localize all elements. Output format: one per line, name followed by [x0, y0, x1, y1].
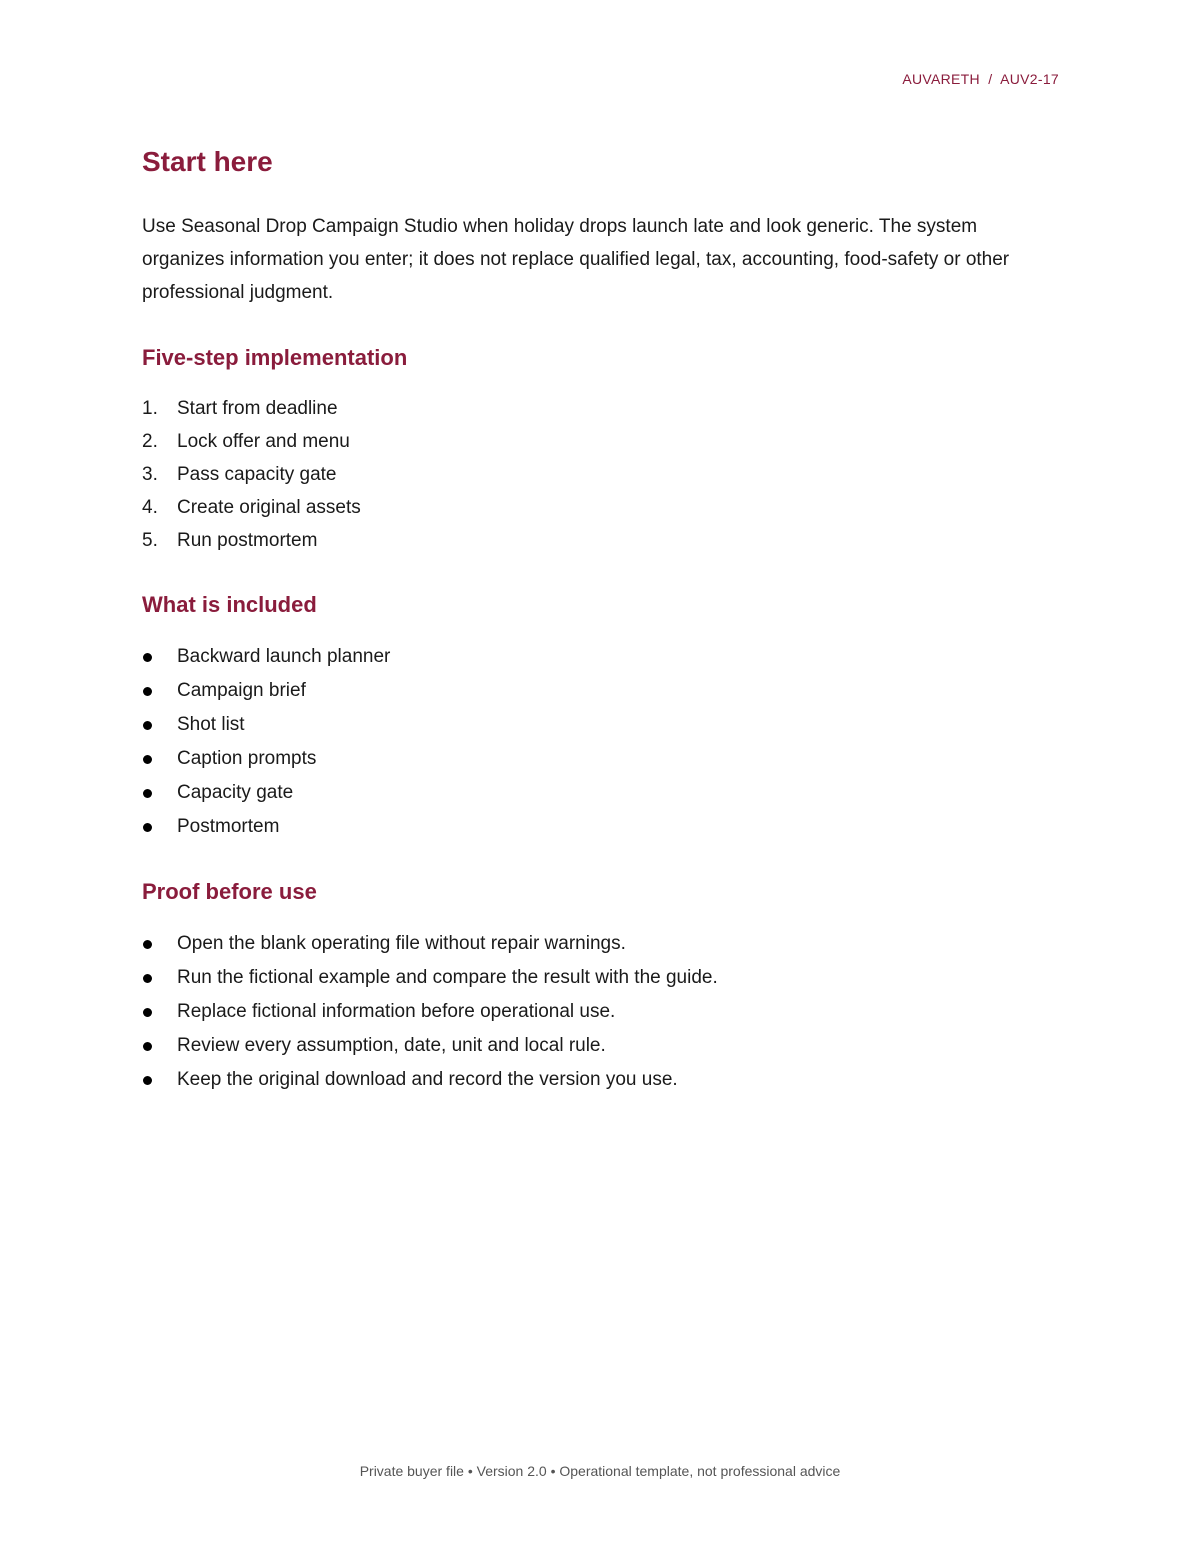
proof-item-text: Open the blank operating file without repair warnings. [177, 933, 626, 954]
proof-item-text: Review every assumption, date, unit and local rule. [177, 1035, 606, 1056]
step-text: Lock offer and menu [177, 431, 350, 452]
included-item-text: Caption prompts [177, 748, 317, 769]
steps-list [142, 392, 1062, 557]
proof-list [142, 927, 1062, 1097]
proof-heading: Proof before use [142, 879, 317, 904]
included-item-text: Capacity gate [177, 782, 294, 803]
bullet-icon [143, 940, 152, 949]
included-item-text: Campaign brief [177, 680, 306, 701]
step-item [142, 425, 1062, 458]
included-list [142, 640, 1062, 844]
bullet-icon [143, 1042, 152, 1051]
bullet-icon [143, 1008, 152, 1017]
bullet-icon [143, 755, 152, 764]
step-number: 2. [142, 431, 158, 452]
step-item [142, 392, 1062, 425]
bullet-icon [143, 789, 152, 798]
intro-paragraph: Use Seasonal Drop Campaign Studio when holiday drops launch late and look generic. The system organizes information you enter; it does not replace qualified legal, tax, accounting, food-safety or other professional judgment. [142, 216, 1010, 303]
included-item [142, 776, 1062, 810]
included-item [142, 810, 1062, 844]
step-number: 5. [142, 530, 158, 551]
proof-item-text: Keep the original download and record the version you use. [177, 1069, 678, 1090]
proof-item [142, 995, 1062, 1029]
step-number: 1. [142, 398, 158, 419]
document-reference: AUVARETH / AUV2-17 [902, 71, 1059, 87]
included-item [142, 674, 1062, 708]
included-item-text: Shot list [177, 714, 245, 735]
bullet-icon [143, 653, 152, 662]
page-title: Start here [142, 146, 273, 177]
included-item [142, 742, 1062, 776]
step-text: Create original assets [177, 497, 361, 518]
proof-item [142, 1063, 1062, 1097]
step-item [142, 458, 1062, 491]
bullet-icon [143, 974, 152, 983]
bullet-icon [143, 687, 152, 696]
included-item [142, 640, 1062, 674]
step-number: 3. [142, 464, 158, 485]
included-item [142, 708, 1062, 742]
step-text: Run postmortem [177, 530, 318, 551]
proof-item-text: Run the fictional example and compare the result with the guide. [177, 967, 718, 988]
step-item [142, 524, 1062, 557]
step-item [142, 491, 1062, 524]
included-heading: What is included [142, 592, 317, 617]
step-number: 4. [142, 497, 158, 518]
page-content [142, 140, 1062, 1097]
step-text: Start from deadline [177, 398, 338, 419]
steps-heading: Five-step implementation [142, 345, 408, 370]
proof-item [142, 1029, 1062, 1063]
proof-item-text: Replace fictional information before operational use. [177, 1001, 616, 1022]
included-item-text: Backward launch planner [177, 646, 391, 667]
bullet-icon [143, 721, 152, 730]
bullet-icon [143, 823, 152, 832]
page-footer: Private buyer file • Version 2.0 • Operational template, not professional advice [359, 1463, 841, 1479]
bullet-icon [143, 1076, 152, 1085]
included-item-text: Postmortem [177, 816, 280, 837]
step-text: Pass capacity gate [177, 464, 337, 485]
proof-item [142, 927, 1062, 961]
proof-item [142, 961, 1062, 995]
